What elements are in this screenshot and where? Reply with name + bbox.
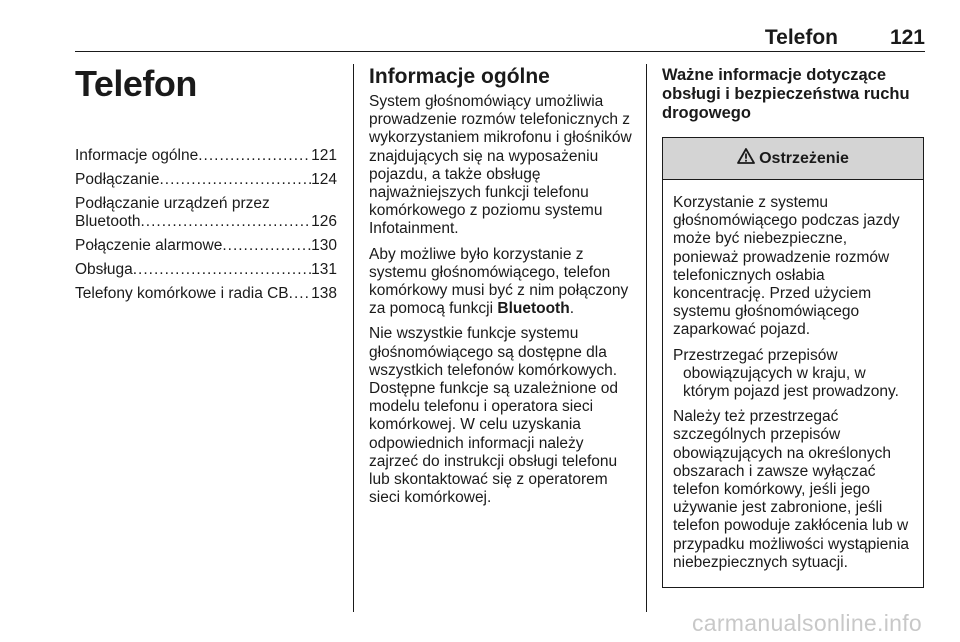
warning-paragraph: Przestrzegać przepisów obowiązujących w kraju, w którym pojazd jest prowadzony. <box>673 346 899 401</box>
toc-item-bluetooth[interactable]: Podłączanie urządzeń przez Bluetooth ..... 126 <box>75 195 337 231</box>
warning-title: Ostrzeżenie <box>759 149 849 167</box>
header-page-number: 121 <box>889 26 925 49</box>
header-title: Telefon <box>764 26 838 49</box>
toc-item-general[interactable]: Informacje ogólne ..... 121 <box>75 147 337 165</box>
section-heading: Ważne informacje dotyczące obsługi i bezpieczeństwa ruchu drogowego <box>662 66 910 122</box>
column-separator <box>353 64 354 612</box>
watermark: carmanualsonline.info <box>691 610 922 636</box>
bluetooth-term: Bluetooth <box>497 300 570 318</box>
toc-item-connecting[interactable]: Podłączanie ..... 124 <box>75 171 337 189</box>
toc-item-mobile-cb[interactable]: Telefony komórkowe i radia CB ..... 138 <box>75 285 337 303</box>
toc-item-operation[interactable]: Obsługa ..... 131 <box>75 261 337 279</box>
paragraph: Aby możliwe było korzystanie z systemu głośnomówiącego, telefon komórkowy musi być z nim połączony za pomocą funkcji Bluetooth. <box>369 245 629 318</box>
warning-header <box>663 138 923 180</box>
toc-item-emergency[interactable]: Połączenie alarmowe ..... 130 <box>75 237 337 255</box>
paragraph: System głośnomówiący umożliwia prowadzenie rozmów telefonicznych z wykorzystaniem mikrofonu i głośników znajdujących się na wyposażeniu pojazdu, a także obsługę najważniejszych funkcji telefonu komórkowego z poziomu systemu Infotainment. <box>369 93 632 238</box>
column-general-info <box>369 65 634 514</box>
column-separator <box>646 64 647 612</box>
header-rule <box>75 51 925 52</box>
paragraph: Nie wszystkie funkcje systemu głośnomówiącego są dostępne dla wszystkich telefonów komórkowych. Dostępne funkcje są uzależnione od modelu telefonu i operatora sieci komórkowej. W celu uzyskania odpowiednich informacji należy zajrzeć do instrukcji obsługi telefonu lub skontaktować się z operatorem sieci komórkowej. <box>369 325 619 507</box>
warning-triangle-icon <box>737 148 755 169</box>
table-of-contents <box>75 147 337 303</box>
chapter-title: Telefon <box>75 63 197 104</box>
column-safety <box>662 66 924 588</box>
warning-body <box>663 180 923 587</box>
section-heading: Informacje ogólne <box>369 65 550 88</box>
column-toc <box>75 63 337 309</box>
warning-paragraph: Korzystanie z systemu głośnomówiącego podczas jazdy może być niebezpieczne, ponieważ prowadzenie rozmów telefonicznych osłabia koncentrację. Przed użyciem systemu głośnomówiącego zaparkować pojazd. <box>673 194 900 339</box>
warning-box <box>662 137 924 588</box>
warning-paragraph: Należy też przestrzegać szczególnych przepisów obowiązujących na określonych obszarach i zawsze wyłączać telefon komórkowy, jeśli jego używanie jest zabronione, jeśli telefon powoduje zakłócenia lub w przypadku możliwości wystąpienia niebezpiecznych sytuacji. <box>673 408 910 571</box>
page-header <box>75 26 925 50</box>
